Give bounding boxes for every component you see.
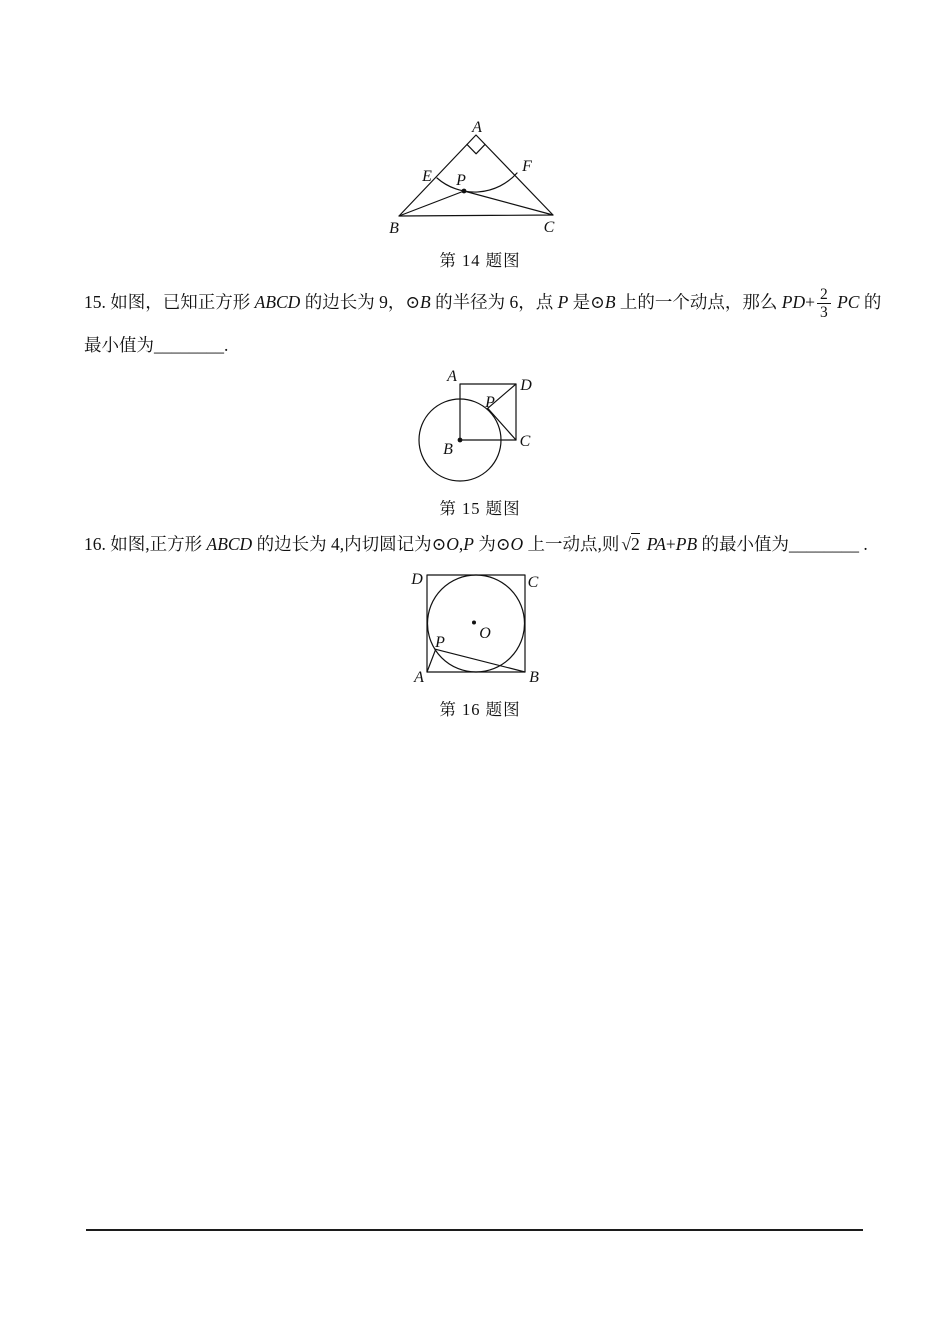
point-p-ref: P bbox=[557, 292, 569, 312]
text-segment: 的边长为 4,内切圆记为⊙ bbox=[252, 534, 447, 554]
vertex-label-D: D bbox=[411, 571, 423, 588]
circle-b-ref: B bbox=[604, 292, 616, 312]
point-label-P: P bbox=[456, 172, 466, 189]
answer-blank: ________ bbox=[789, 534, 860, 554]
term-PD: PD bbox=[781, 292, 806, 312]
term-PC: PC bbox=[837, 292, 860, 312]
point-label-P: P bbox=[435, 634, 445, 651]
text-segment: , bbox=[458, 534, 464, 554]
fraction-two-thirds bbox=[817, 286, 831, 322]
segment-CP bbox=[464, 191, 553, 215]
text-segment: 的半径为 6，点 bbox=[430, 292, 558, 312]
text-segment: 如图，已知正方形 bbox=[105, 292, 255, 312]
vertex-label-C: C bbox=[527, 574, 539, 591]
term-PA: PA bbox=[646, 534, 666, 554]
footer-divider bbox=[86, 1229, 863, 1231]
text-segment: 如图,正方形 bbox=[105, 534, 207, 554]
segment-PA bbox=[427, 649, 436, 672]
point-B-dot bbox=[458, 438, 463, 443]
period: . bbox=[224, 335, 229, 355]
right-angle-mark bbox=[467, 144, 485, 153]
segment-BP bbox=[399, 191, 464, 216]
point-P-dot bbox=[462, 189, 467, 194]
problem-16-line bbox=[84, 531, 868, 557]
text-segment: 为⊙ bbox=[473, 534, 511, 554]
problem-15-number: 15. bbox=[84, 292, 106, 312]
circle-o-ref: O bbox=[510, 534, 524, 554]
answer-blank: ________ bbox=[154, 335, 224, 355]
figure-16 bbox=[400, 560, 550, 692]
text-segment: 的最小值为 bbox=[697, 534, 790, 554]
fraction-denominator: 3 bbox=[819, 304, 828, 322]
figure-14 bbox=[380, 110, 585, 245]
plus-sign: + bbox=[665, 534, 676, 554]
square-abcd-outline bbox=[460, 384, 516, 440]
square-abcd-ref: ABCD bbox=[254, 292, 301, 312]
point-label-E: E bbox=[422, 168, 432, 185]
vertex-label-A: A bbox=[447, 368, 457, 385]
radicand: 2 bbox=[631, 534, 640, 554]
vertex-label-C: C bbox=[543, 219, 555, 236]
point-label-P: P bbox=[485, 394, 495, 411]
text-segment: 上一动点,则 bbox=[523, 534, 620, 554]
problem-16-number: 16. bbox=[84, 534, 106, 554]
problem-15-line-1 bbox=[84, 282, 881, 322]
circle-o-ref: O bbox=[446, 534, 459, 554]
arc-EF bbox=[437, 173, 517, 192]
plus-sign: + bbox=[805, 292, 815, 312]
term-PB: PB bbox=[675, 534, 698, 554]
point-p-ref: P bbox=[463, 534, 474, 554]
figure-14-caption: 第 14 题图 bbox=[439, 251, 521, 270]
vertex-label-B: B bbox=[389, 220, 399, 237]
vertex-label-C: C bbox=[519, 433, 531, 450]
radical-sign: √ bbox=[621, 534, 632, 554]
text-segment: 的 bbox=[859, 292, 882, 312]
period: . bbox=[859, 534, 868, 554]
text-segment: 是⊙ bbox=[568, 292, 605, 312]
vertex-label-A: A bbox=[472, 119, 482, 136]
center-O-dot bbox=[472, 621, 476, 625]
point-label-F: F bbox=[522, 158, 532, 175]
vertex-label-A: A bbox=[414, 669, 424, 686]
vertex-label-D: D bbox=[520, 377, 532, 394]
text-segment: 上的一个动点，那么 bbox=[615, 292, 782, 312]
vertex-label-B: B bbox=[529, 669, 539, 686]
square-abcd-ref: ABCD bbox=[206, 534, 253, 554]
inscribed-circle-outline bbox=[428, 575, 525, 672]
vertex-label-B: B bbox=[443, 441, 453, 458]
figure-16-caption: 第 16 题图 bbox=[439, 700, 521, 719]
segment-PB bbox=[436, 649, 525, 672]
circle-b-ref: B bbox=[420, 292, 431, 312]
segment-PC bbox=[488, 408, 516, 440]
text-segment: 最小值为 bbox=[84, 335, 154, 355]
problem-15-line-2 bbox=[84, 333, 228, 357]
figure-15 bbox=[400, 360, 540, 485]
center-label-O: O bbox=[479, 625, 491, 642]
fraction-numerator: 2 bbox=[817, 286, 831, 304]
figure-15-caption: 第 15 题图 bbox=[439, 499, 521, 518]
text-segment: 的边长为 9，⊙ bbox=[300, 292, 420, 312]
sqrt-two bbox=[621, 534, 639, 554]
